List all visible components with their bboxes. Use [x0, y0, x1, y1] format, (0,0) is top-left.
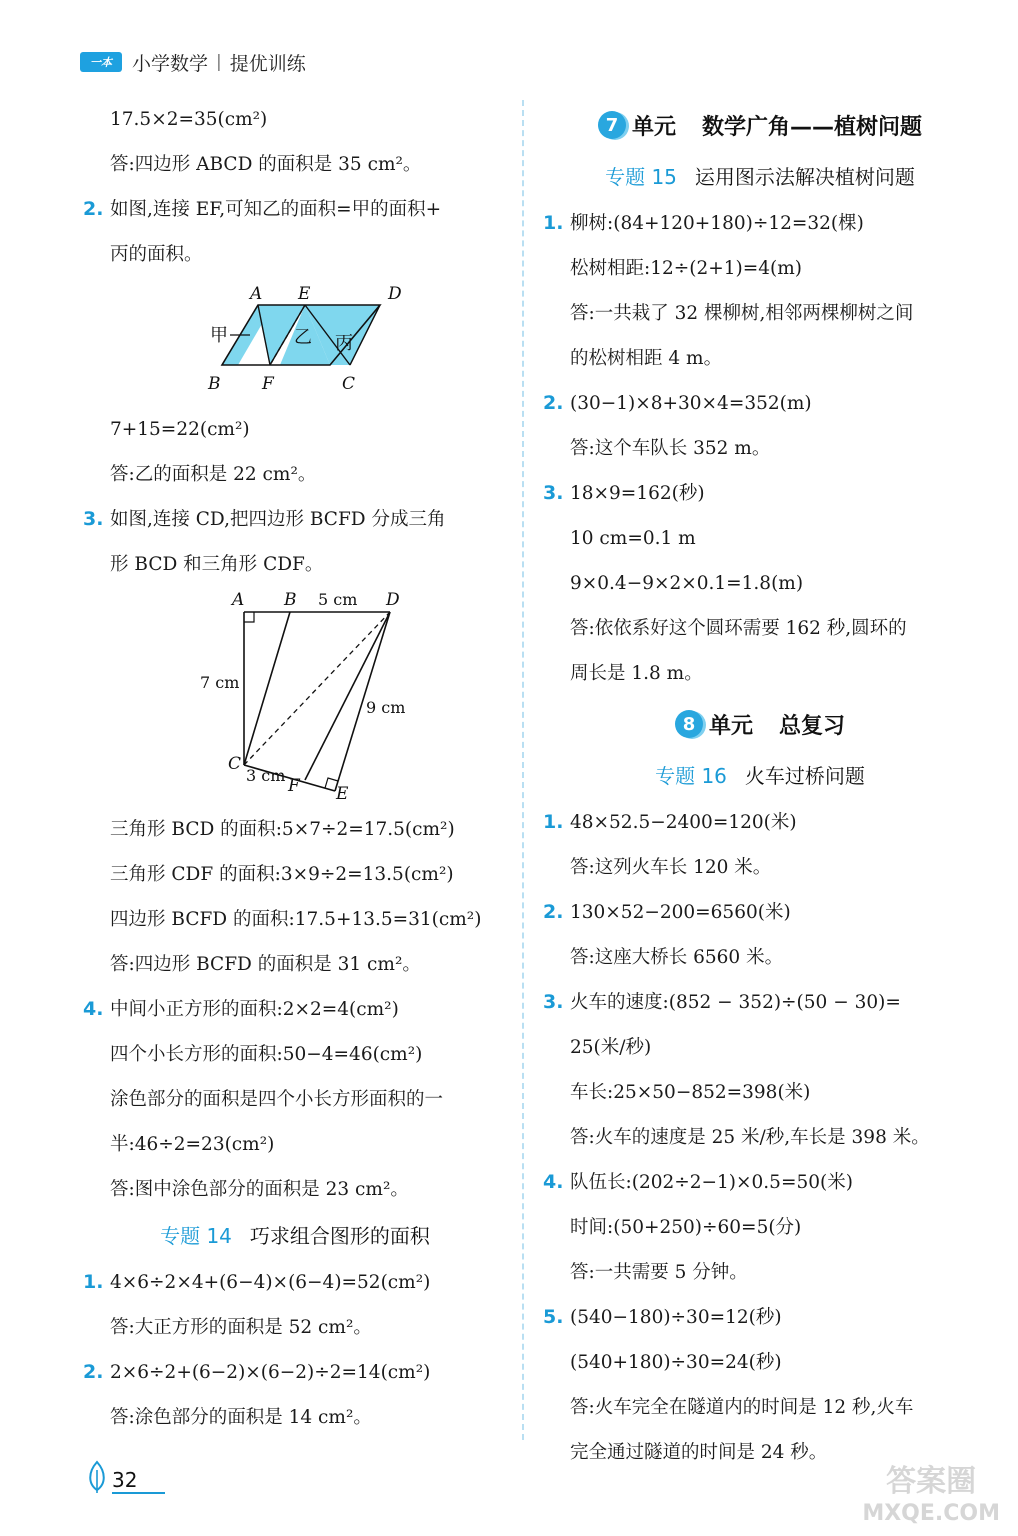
length-label: 9 cm	[366, 698, 406, 717]
parallelogram-figure	[80, 277, 510, 407]
left-column	[80, 97, 510, 1440]
topic-title: 巧求组合图形的面积	[249, 1224, 430, 1248]
answer-line: 涂色部分的面积是四个小长方形面积的一	[110, 1089, 444, 1110]
topic-title: 火车过桥问题	[744, 764, 865, 788]
answer-line: 25(米/秒)	[570, 1037, 652, 1058]
answer-line: 答:一共栽了 32 棵柳树,相邻两棵柳树之间	[570, 303, 914, 324]
vertex-label: D	[386, 590, 400, 610]
answer-line: 四边形 BCFD 的面积:17.5+13.5=31(cm²)	[110, 909, 482, 930]
vertex-label: A	[232, 590, 245, 610]
topic16-question-4	[540, 1160, 980, 1205]
answer-line: 时间:(50+250)÷60=5(分)	[570, 1217, 802, 1238]
answer-line: 松树相距:12÷(2+1)=4(m)	[570, 258, 803, 279]
region-label: 甲	[210, 325, 228, 346]
question-number: 1.	[83, 1271, 104, 1293]
answer-text: 130×52−200=6560(米)	[570, 902, 791, 923]
region-label: 丙	[335, 333, 353, 354]
length-label: 7 cm	[200, 673, 240, 692]
topic-15-heading	[540, 153, 980, 201]
topic16-question-2	[540, 890, 980, 935]
unit-label: 单元	[708, 713, 753, 739]
vertex-label: B	[208, 374, 221, 394]
header-title: 小学数学	[132, 52, 209, 75]
header-subtitle: 提优训练	[229, 52, 306, 75]
answer-line: 答:这列火车长 120 米。	[570, 857, 772, 878]
quadrilateral-figure	[80, 587, 510, 807]
watermark-logo-text: 答案圈	[886, 1464, 977, 1499]
answer-line: 完全通过隧道的时间是 24 秒。	[570, 1442, 828, 1463]
question-2	[80, 187, 510, 232]
answer-line: 三角形 BCD 的面积:5×7÷2=17.5(cm²)	[110, 819, 455, 840]
answer-text: 如图,连接 CD,把四边形 BCFD 分成三角	[110, 509, 446, 530]
answer-text: 4×6÷2×4+(6−4)×(6−4)=52(cm²)	[110, 1272, 431, 1293]
answer-line: 答:火车的速度是 25 米/秒,车长是 398 米。	[570, 1127, 930, 1148]
answer-line: 答:四边形 BCFD 的面积是 31 cm²。	[110, 954, 421, 975]
watermark-url: MXQE.COM	[862, 1501, 1000, 1526]
topic-number: 专题 16	[655, 764, 727, 788]
vertex-label: B	[284, 590, 297, 610]
answer-text: 火车的速度:(852 − 352)÷(50 − 30)=	[570, 992, 901, 1013]
answer-line: 9×0.4−9×2×0.1=1.8(m)	[570, 573, 804, 594]
question-number: 1.	[543, 212, 564, 234]
question-number: 3.	[543, 482, 564, 504]
unit-title: 数学广角——植树问题	[702, 114, 923, 140]
answer-text: 柳树:(84+120+180)÷12=32(棵)	[570, 213, 864, 234]
answer-line: 周长是 1.8 m。	[570, 663, 703, 684]
unit-title: 总复习	[779, 713, 846, 739]
answer-text: (540−180)÷30=12(秒)	[570, 1307, 782, 1328]
answer-line: 答:大正方形的面积是 52 cm²。	[110, 1317, 372, 1338]
vertex-label: C	[228, 754, 242, 774]
topic-14-heading	[80, 1212, 510, 1260]
page-footer	[86, 1460, 165, 1494]
question-number: 5.	[543, 1306, 564, 1328]
topic16-question-1	[540, 800, 980, 845]
question-number: 3.	[83, 508, 104, 530]
topic16-question-3	[540, 980, 980, 1025]
answer-line: 10 cm=0.1 m	[570, 528, 696, 549]
vertex-label: D	[388, 284, 402, 304]
topic14-question-1	[80, 1260, 510, 1305]
answer-line: 答:这个车队长 352 m。	[570, 438, 771, 459]
answer-line: 丙的面积。	[110, 244, 203, 265]
question-number: 3.	[543, 991, 564, 1013]
length-label: 3 cm	[246, 766, 286, 785]
column-divider	[522, 100, 524, 1440]
unit-8-heading	[540, 696, 980, 752]
answer-line: 答:四边形 ABCD 的面积是 35 cm²。	[110, 154, 422, 175]
topic15-question-3	[540, 471, 980, 516]
answer-line: 答:一共需要 5 分钟。	[570, 1262, 748, 1283]
vertex-label: E	[298, 284, 311, 304]
unit-7-heading	[540, 97, 980, 153]
question-4	[80, 987, 510, 1032]
topic16-question-5	[540, 1295, 980, 1340]
question-3	[80, 497, 510, 542]
unit-number-badge: 8	[675, 710, 703, 738]
vertex-label: F	[262, 374, 274, 394]
page-number: 32	[112, 1468, 165, 1494]
page-header	[80, 46, 306, 78]
topic-title: 运用图示法解决植树问题	[694, 165, 915, 189]
vertex-label: C	[342, 374, 356, 394]
leaf-icon	[86, 1460, 108, 1494]
answer-text: 队伍长:(202÷2−1)×0.5=50(米)	[570, 1172, 853, 1193]
answer-line: 答:依依系好这个圆环需要 162 秒,圆环的	[570, 618, 907, 639]
topic15-question-1	[540, 201, 980, 246]
length-label: 5 cm	[318, 590, 358, 609]
answer-line: 答:火车完全在隧道内的时间是 12 秒,火车	[570, 1397, 914, 1418]
question-number: 1.	[543, 811, 564, 833]
vertex-label: F	[288, 776, 300, 796]
answer-text: 18×9=162(秒)	[570, 483, 705, 504]
answer-text: 2×6÷2+(6−2)×(6−2)÷2=14(cm²)	[110, 1362, 431, 1383]
question-number: 4.	[543, 1171, 564, 1193]
unit-label: 单元	[631, 114, 676, 140]
answer-line: 形 BCD 和三角形 CDF。	[110, 554, 324, 575]
answer-line: (540+180)÷30=24(秒)	[570, 1352, 782, 1373]
answer-line: 答:图中涂色部分的面积是 23 cm²。	[110, 1179, 409, 1200]
vertex-label: E	[336, 784, 349, 804]
topic14-question-2	[80, 1350, 510, 1395]
right-column	[540, 97, 980, 1475]
answer-text: 48×52.5−2400=120(米)	[570, 812, 797, 833]
answer-line: 四个小长方形的面积:50−4=46(cm²)	[110, 1044, 423, 1065]
answer-line: 半:46÷2=23(cm²)	[110, 1134, 275, 1155]
answer-line: 17.5×2=35(cm²)	[110, 109, 268, 130]
watermark	[862, 1466, 1000, 1530]
vertex-label: A	[250, 284, 263, 304]
answer-line: 答:乙的面积是 22 cm²。	[110, 464, 317, 485]
answer-text: 中间小正方形的面积:2×2=4(cm²)	[110, 999, 399, 1020]
answer-line: 的松树相距 4 m。	[570, 348, 723, 369]
answer-line: 答:涂色部分的面积是 14 cm²。	[110, 1407, 372, 1428]
answer-line: 7+15=22(cm²)	[110, 419, 250, 440]
topic-number: 专题 15	[605, 165, 677, 189]
answer-line: 三角形 CDF 的面积:3×9÷2=13.5(cm²)	[110, 864, 454, 885]
question-number: 2.	[83, 198, 104, 220]
brand-logo: 一本	[80, 52, 122, 72]
header-separator: |	[216, 52, 222, 72]
topic15-question-2	[540, 381, 980, 426]
answer-text: (30−1)×8+30×4=352(m)	[570, 393, 812, 414]
question-number: 2.	[543, 901, 564, 923]
topic-16-heading	[540, 752, 980, 800]
topic-number: 专题 14	[160, 1224, 232, 1248]
question-number: 2.	[543, 392, 564, 414]
unit-number-badge: 7	[598, 111, 626, 139]
region-label: 乙	[294, 327, 312, 348]
question-number: 4.	[83, 998, 104, 1020]
answer-line: 答:这座大桥长 6560 米。	[570, 947, 784, 968]
question-number: 2.	[83, 1361, 104, 1383]
answer-text: 如图,连接 EF,可知乙的面积=甲的面积+	[110, 199, 442, 220]
answer-line: 车长:25×50−852=398(米)	[570, 1082, 811, 1103]
